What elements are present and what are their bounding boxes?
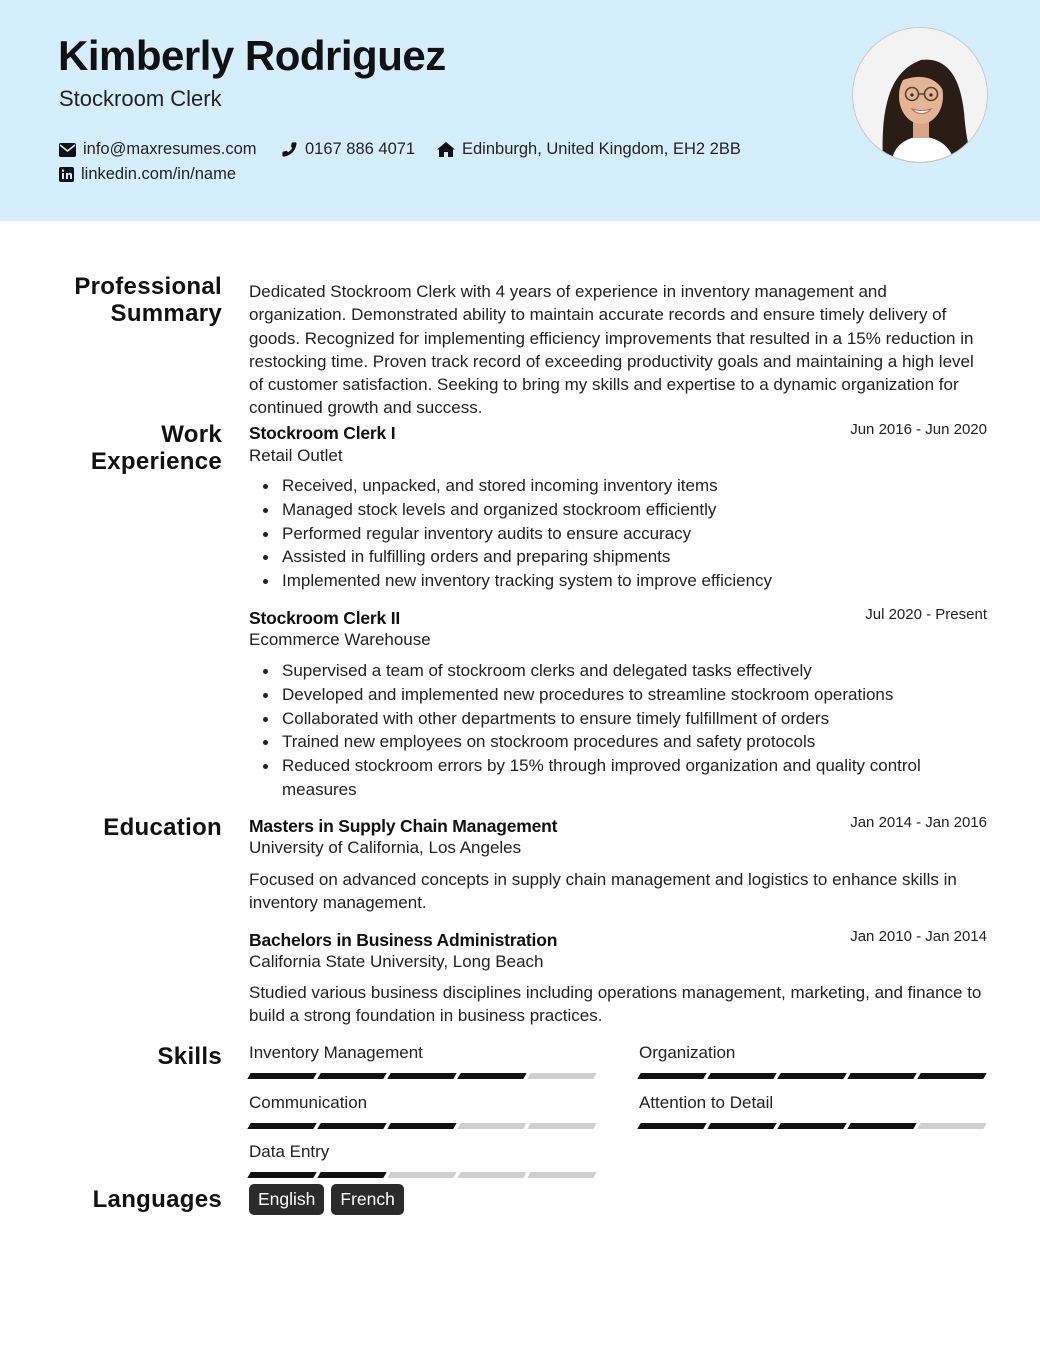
contact-linkedin-text: linkedin.com/in/name xyxy=(81,165,236,183)
skill-level-segment xyxy=(247,1073,316,1079)
job-company: Retail Outlet xyxy=(249,446,343,465)
section-title-languages: Languages xyxy=(92,1186,222,1213)
skill-name: Data Entry xyxy=(249,1142,330,1161)
section-title-education: Education xyxy=(103,814,222,841)
section-title-summary xyxy=(74,273,222,327)
job-dates: Jun 2016 - Jun 2020 xyxy=(850,421,987,438)
contact-location xyxy=(437,140,741,159)
skill-level-segment xyxy=(777,1073,846,1079)
skill-level-segment xyxy=(247,1172,316,1178)
job-title: Stockroom Clerk I xyxy=(249,423,396,443)
education-description: Focused on advanced concepts in supply chain management and logistics to enhance skills in inventory management. xyxy=(249,870,957,913)
job-bullets xyxy=(282,659,982,802)
section-title-experience xyxy=(91,421,222,475)
skill-level-segment xyxy=(637,1123,706,1129)
school-name: University of California, Los Angeles xyxy=(249,838,522,857)
section-title-skills: Skills xyxy=(157,1043,222,1070)
skill-level-segment xyxy=(317,1073,386,1079)
skill-level-segment xyxy=(317,1123,386,1129)
language-badge: English xyxy=(249,1184,324,1215)
job-dates: Jul 2020 - Present xyxy=(865,606,987,623)
skill-name: Inventory Management xyxy=(249,1043,423,1062)
job-bullets xyxy=(282,474,982,593)
list-item: Reduced stockroom errors by 15% through improved organization and quality control measures xyxy=(282,754,982,802)
list-item: Supervised a team of stockroom clerks and delegated tasks effectively xyxy=(282,659,982,683)
education-dates: Jan 2014 - Jan 2016 xyxy=(850,814,987,831)
list-item: Managed stock levels and organized stockroom efficiently xyxy=(282,498,982,522)
section-title-line: Experience xyxy=(90,448,222,475)
skill-level-segment xyxy=(527,1123,596,1129)
section-title-line: Summary xyxy=(110,300,222,327)
candidate-title: Stockroom Clerk xyxy=(59,86,222,111)
contact-email-text: info@maxresumes.com xyxy=(83,140,257,158)
skill-level-segment xyxy=(457,1073,526,1079)
skill-level-bar xyxy=(249,1123,597,1129)
envelope-icon xyxy=(59,143,76,157)
skill-level-segment xyxy=(457,1123,526,1129)
resume-header xyxy=(0,0,1040,221)
skill-name: Communication xyxy=(249,1093,368,1112)
skill-level-segment xyxy=(847,1123,916,1129)
education-dates: Jan 2010 - Jan 2014 xyxy=(850,928,987,945)
list-item: Developed and implemented new procedures to streamline stockroom operations xyxy=(282,683,982,707)
job-company: Ecommerce Warehouse xyxy=(249,630,431,649)
home-icon xyxy=(437,142,455,157)
candidate-name: Kimberly Rodriguez xyxy=(58,32,446,79)
degree-title: Masters in Supply Chain Management xyxy=(249,816,558,836)
language-list xyxy=(249,1184,404,1215)
skill-level-segment xyxy=(387,1073,456,1079)
school-name: California State University, Long Beach xyxy=(249,952,544,971)
skill-level-bar xyxy=(639,1073,987,1079)
skill-level-bar xyxy=(639,1123,987,1129)
skill-level-segment xyxy=(527,1172,596,1178)
contact-phone[interactable] xyxy=(281,140,415,159)
skill-level-segment xyxy=(847,1073,916,1079)
skill-level-segment xyxy=(917,1123,986,1129)
skill-level-segment xyxy=(917,1073,986,1079)
skill-level-segment xyxy=(777,1123,846,1129)
phone-icon xyxy=(281,141,298,158)
skill-level-segment xyxy=(457,1172,526,1178)
skill-item xyxy=(249,1142,597,1178)
skill-level-segment xyxy=(317,1172,386,1178)
list-item: Assisted in fulfilling orders and preparing shipments xyxy=(282,545,982,569)
skill-name: Attention to Detail xyxy=(639,1093,774,1112)
list-item: Received, unpacked, and stored incoming inventory items xyxy=(282,474,982,498)
language-badge: French xyxy=(331,1184,403,1215)
skill-level-segment xyxy=(637,1073,706,1079)
skill-level-segment xyxy=(707,1073,776,1079)
list-item: Implemented new inventory tracking system to improve efficiency xyxy=(282,569,982,593)
contact-phone-text: 0167 886 4071 xyxy=(305,140,416,158)
section-title-line: Work xyxy=(161,421,222,448)
section-title-line: Professional xyxy=(74,273,222,300)
skill-item xyxy=(639,1043,987,1079)
linkedin-icon xyxy=(59,167,74,182)
list-item: Trained new employees on stockroom procedures and safety protocols xyxy=(282,730,982,754)
skill-level-segment xyxy=(247,1123,316,1129)
skill-level-segment xyxy=(387,1172,456,1178)
skill-item xyxy=(249,1043,597,1079)
skill-level-bar xyxy=(249,1073,597,1079)
summary-text: Dedicated Stockroom Clerk with 4 years of experience in inventory management and organization. Demonstrated ability to maintain accurate records and ensure timely delivery of goods. Recognized for implementing efficiency improvements that resulted in a 15% reduction in restocking time. Proven track record of exceeding productivity goals and maintaining a high level of customer satisfaction. Seeking to bring my skills and expertise to a dynamic organization for continued growth and success. xyxy=(249,282,974,418)
skill-item xyxy=(639,1093,987,1129)
skill-level-segment xyxy=(707,1123,776,1129)
education-description: Studied various business disciplines including operations management, marketing, and finance to build a strong foundation in business practices. xyxy=(249,983,982,1026)
contact-email[interactable] xyxy=(59,140,257,159)
degree-title: Bachelors in Business Administration xyxy=(249,930,558,950)
skill-level-segment xyxy=(387,1123,456,1129)
skill-level-segment xyxy=(527,1073,596,1079)
skill-name: Organization xyxy=(639,1043,736,1062)
list-item: Collaborated with other departments to ensure timely fulfillment of orders xyxy=(282,707,982,731)
contact-linkedin[interactable] xyxy=(59,165,236,184)
skill-level-bar xyxy=(249,1172,597,1178)
skill-item xyxy=(249,1093,597,1129)
job-title: Stockroom Clerk II xyxy=(249,608,401,628)
list-item: Performed regular inventory audits to ensure accuracy xyxy=(282,522,982,546)
profile-photo xyxy=(852,27,988,163)
contact-location-text: Edinburgh, United Kingdom, EH2 2BB xyxy=(462,140,741,158)
